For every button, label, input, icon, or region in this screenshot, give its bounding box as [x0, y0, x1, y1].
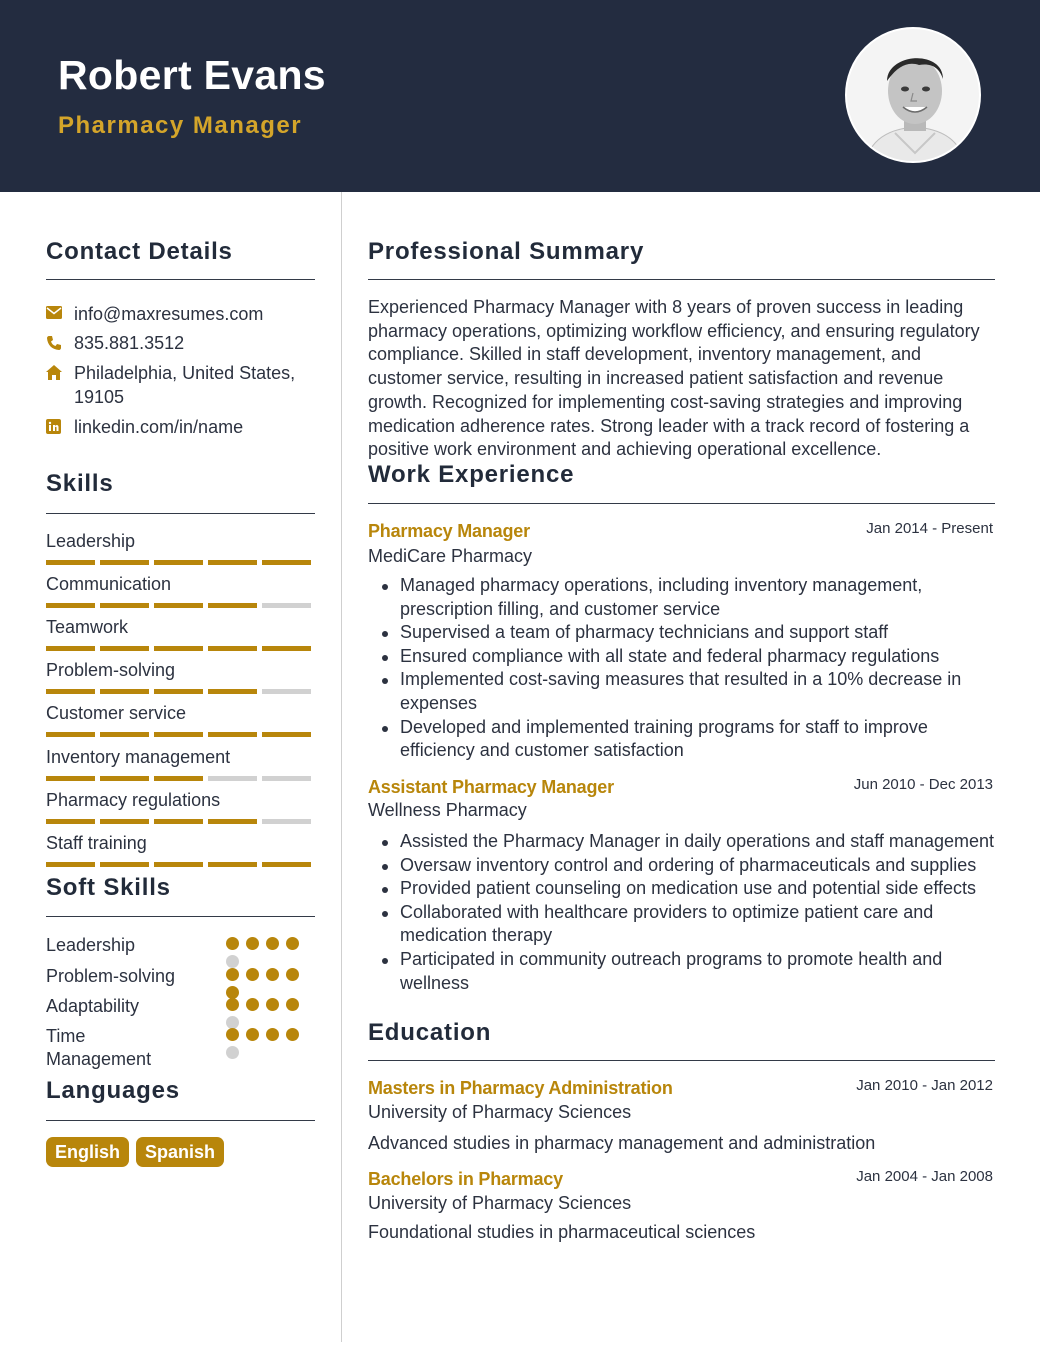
rating-dot: [266, 998, 279, 1011]
linkedin-text[interactable]: linkedin.com/in/name: [74, 417, 244, 437]
skill-rating-segment: [100, 689, 149, 694]
list-item: Provided patient counseling on medication use and potential side effects: [368, 877, 995, 901]
skill-rating-segment: [262, 560, 311, 565]
home-icon: [46, 361, 74, 409]
skill-label: Customer service: [46, 703, 187, 723]
degree-dates: Jan 2010 - Jan 2012: [856, 1077, 993, 1094]
soft-skill-rating: [226, 937, 316, 968]
list-item: Participated in community outreach programs to promote health and wellness: [368, 948, 995, 995]
skill-rating-segment: [208, 776, 257, 781]
list-item: Collaborated with healthcare providers to optimize patient care and medication therapy: [368, 901, 995, 948]
skill-rating-segment: [262, 862, 311, 867]
skill-rating-segment: [154, 689, 203, 694]
skill-item: [46, 616, 315, 651]
list-item: Implemented cost-saving measures that resulted in a 10% decrease in expenses: [368, 668, 995, 715]
skill-rating-segment: [154, 776, 203, 781]
rating-dot: [246, 998, 259, 1011]
skill-rating-segment: [262, 646, 311, 651]
soft-skill-label: Adaptability: [46, 996, 140, 1016]
education-heading: Education: [368, 1019, 492, 1046]
rating-dot: [226, 955, 239, 968]
school-name: University of Pharmacy Sciences: [368, 1102, 632, 1122]
skill-label: Leadership: [46, 531, 136, 551]
list-item: Managed pharmacy operations, including inventory management, prescription filling, and customer service: [368, 574, 995, 621]
list-item: Supervised a team of pharmacy technicians and support staff: [368, 621, 995, 645]
skill-item: [46, 530, 315, 565]
rating-dot: [246, 937, 259, 950]
skill-rating-segment: [154, 862, 203, 867]
skill-rating-segment: [46, 776, 95, 781]
skill-rating-segment: [46, 819, 95, 824]
skill-rating-segment: [154, 646, 203, 651]
resume-header: [0, 0, 1040, 192]
job-title: Pharmacy Manager: [368, 521, 530, 541]
experience-rule: [368, 503, 995, 504]
job-dates: Jan 2014 - Present: [866, 520, 993, 537]
skill-rating: [46, 646, 315, 651]
experience-heading: Work Experience: [368, 461, 575, 488]
skill-label: Inventory management: [46, 747, 231, 767]
skill-rating: [46, 819, 315, 824]
rating-dot: [246, 1028, 259, 1041]
contact-heading: Contact Details: [46, 238, 233, 265]
languages-rule: [46, 1120, 315, 1121]
degree-description: Advanced studies in pharmacy management and administration: [368, 1133, 876, 1153]
skill-rating-segment: [46, 603, 95, 608]
skill-rating: [46, 603, 315, 608]
skill-rating-segment: [262, 776, 311, 781]
list-item: Developed and implemented training programs for staff to improve efficiency and customer satisfaction: [368, 716, 995, 763]
person-photo-icon: [847, 29, 981, 163]
skill-rating-segment: [154, 603, 203, 608]
skill-rating-segment: [100, 819, 149, 824]
email-text[interactable]: info@maxresumes.com: [74, 304, 264, 324]
skill-rating-segment: [100, 646, 149, 651]
contact-rule: [46, 279, 315, 280]
skill-rating-segment: [46, 560, 95, 565]
list-item: Ensured compliance with all state and federal pharmacy regulations: [368, 645, 995, 669]
column-divider: [341, 192, 342, 1342]
skill-label: Problem-solving: [46, 660, 176, 680]
skill-rating-segment: [46, 732, 95, 737]
skill-label: Pharmacy regulations: [46, 790, 221, 810]
languages-heading: Languages: [46, 1077, 180, 1104]
skill-item: [46, 746, 315, 781]
soft-skills-heading: Soft Skills: [46, 874, 171, 901]
skill-item: [46, 573, 315, 608]
contact-address: [46, 361, 314, 409]
skill-label: Teamwork: [46, 617, 129, 637]
skill-label: Communication: [46, 574, 172, 594]
phone-icon: [46, 331, 74, 355]
skill-rating-segment: [208, 646, 257, 651]
skill-rating-segment: [208, 732, 257, 737]
rating-dot: [226, 1046, 239, 1059]
skill-rating-segment: [208, 819, 257, 824]
linkedin-icon: [46, 415, 74, 439]
rating-dot: [286, 998, 299, 1011]
soft-skill-rating: [226, 998, 316, 1029]
skill-item: [46, 702, 315, 737]
skill-rating: [46, 862, 315, 867]
rating-dot: [266, 968, 279, 981]
skill-rating: [46, 776, 315, 781]
skill-rating: [46, 689, 315, 694]
candidate-name: Robert Evans: [58, 52, 326, 98]
degree-title: Bachelors in Pharmacy: [368, 1169, 563, 1189]
rating-dot: [226, 968, 239, 981]
list-item: Assisted the Pharmacy Manager in daily operations and staff management: [368, 830, 995, 854]
soft-skill-rating: [226, 1028, 316, 1059]
languages-list: [46, 1137, 224, 1167]
job-bullets: [368, 830, 995, 995]
rating-dot: [226, 998, 239, 1011]
degree-dates: Jan 2004 - Jan 2008: [856, 1168, 993, 1185]
degree-description: Foundational studies in pharmaceutical sciences: [368, 1222, 756, 1242]
summary-text: Experienced Pharmacy Manager with 8 years of proven success in leading pharmacy operations, optimizing workflow efficiency, and ensuring regulatory compliance. Skilled in staff development, inventory management, and customer service, resulting in increased patient satisfaction and revenue growth. Recognized for implementing cost-saving strategies and improving medication adherence rates. Strong leader with a track record of fostering a positive work environment and achieving operational excellence.: [368, 297, 980, 460]
rating-dot: [266, 937, 279, 950]
skill-item: [46, 789, 315, 824]
rating-dot: [266, 1028, 279, 1041]
skill-rating-segment: [100, 732, 149, 737]
job-bullets: [368, 574, 995, 763]
skill-rating-segment: [208, 689, 257, 694]
job-title: Assistant Pharmacy Manager: [368, 777, 614, 797]
skill-rating-segment: [100, 560, 149, 565]
address-text: Philadelphia, United States, 19105: [74, 363, 296, 407]
skill-rating-segment: [100, 776, 149, 781]
skill-rating: [46, 560, 315, 565]
list-item: Oversaw inventory control and ordering of pharmaceuticals and supplies: [368, 854, 995, 878]
soft-skill-label: Leadership: [46, 935, 136, 955]
skill-rating-segment: [208, 560, 257, 565]
soft-skill-label: Time Management: [46, 1026, 152, 1069]
skill-rating-segment: [262, 819, 311, 824]
contact-phone: [46, 331, 314, 355]
education-rule: [368, 1060, 995, 1061]
contact-email: [46, 302, 314, 326]
summary-heading: Professional Summary: [368, 238, 645, 265]
job-company: Wellness Pharmacy: [368, 800, 527, 820]
soft-skill-label: Problem-solving: [46, 966, 176, 986]
skill-rating-segment: [262, 689, 311, 694]
profile-photo: [845, 27, 981, 163]
soft-skill-rating: [226, 968, 316, 999]
phone-text[interactable]: 835.881.3512: [74, 333, 185, 353]
rating-dot: [286, 968, 299, 981]
skill-rating-segment: [100, 862, 149, 867]
skill-rating-segment: [46, 646, 95, 651]
job-dates: Jun 2010 - Dec 2013: [853, 776, 993, 793]
school-name: University of Pharmacy Sciences: [368, 1193, 632, 1213]
job-company: MediCare Pharmacy: [368, 546, 533, 566]
rating-dot: [286, 1028, 299, 1041]
contact-linkedin: [46, 415, 314, 439]
skill-rating-segment: [154, 819, 203, 824]
skills-rule: [46, 513, 315, 514]
skill-item: [46, 659, 315, 694]
skill-rating-segment: [46, 862, 95, 867]
skill-rating: [46, 732, 315, 737]
rating-dot: [286, 937, 299, 950]
skill-rating-segment: [154, 732, 203, 737]
skill-rating-segment: [262, 603, 311, 608]
skill-rating-segment: [100, 603, 149, 608]
skills-heading: Skills: [46, 470, 114, 497]
skill-rating-segment: [154, 560, 203, 565]
skill-rating-segment: [262, 732, 311, 737]
rating-dot: [246, 968, 259, 981]
skill-rating-segment: [208, 603, 257, 608]
soft-skills-rule: [46, 916, 315, 917]
skill-item: [46, 832, 315, 867]
degree-title: Masters in Pharmacy Administration: [368, 1078, 673, 1098]
skill-label: Staff training: [46, 833, 147, 853]
skill-rating-segment: [208, 862, 257, 867]
rating-dot: [226, 937, 239, 950]
skill-rating-segment: [46, 689, 95, 694]
envelope-icon: [46, 302, 74, 326]
rating-dot: [226, 1028, 239, 1041]
language-badge: English: [46, 1137, 129, 1167]
language-badge: Spanish: [136, 1137, 224, 1167]
candidate-title: Pharmacy Manager: [58, 112, 303, 139]
summary-rule: [368, 279, 995, 280]
